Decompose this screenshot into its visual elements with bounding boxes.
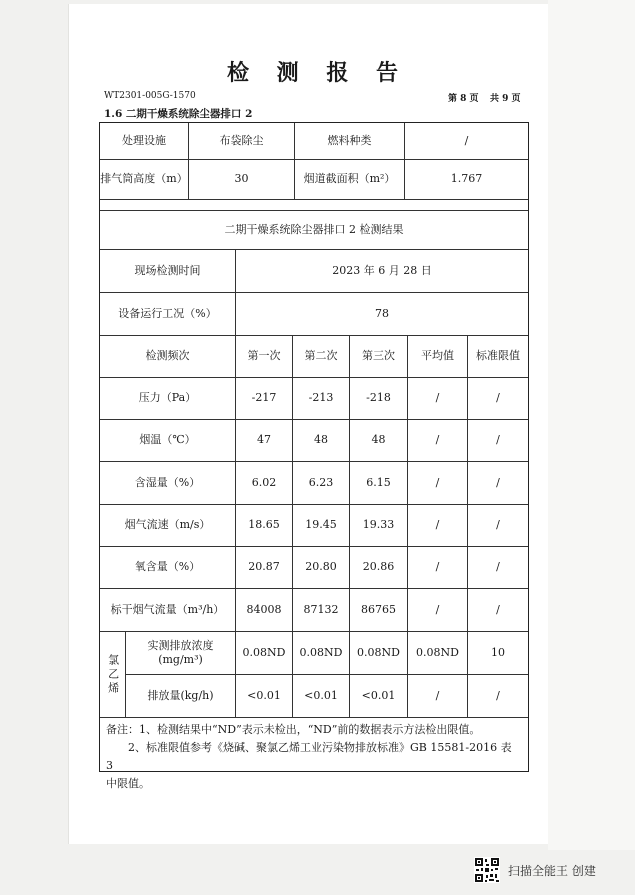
row-label-velocity: 烟气流速（m/s） xyxy=(100,505,236,547)
document-number: WT2301-005G-1570 xyxy=(104,91,196,101)
table-cell: 0.08ND xyxy=(350,632,408,675)
table-cell: <0.01 xyxy=(293,675,350,718)
note-line-3: 中限值。 xyxy=(106,777,150,790)
scanner-watermark xyxy=(474,856,596,884)
spacer-band xyxy=(100,200,528,210)
table-cell: / xyxy=(408,420,468,462)
table-cell: 84008 xyxy=(236,589,293,632)
header-limit: 标准限值 xyxy=(468,336,528,378)
notes xyxy=(106,721,522,793)
section-heading: 1.6 二期干燥系统除尘器排口 2 xyxy=(104,108,253,120)
report-title: 检 测 报 告 xyxy=(227,60,408,86)
date-label: 现场检测时间 xyxy=(100,250,236,293)
table-cell: / xyxy=(408,462,468,505)
table-cell: / xyxy=(468,378,528,420)
table-cell: / xyxy=(468,589,528,632)
condition-value: 78 xyxy=(236,293,528,336)
table-cell: 0.08ND xyxy=(293,632,350,675)
header-second: 第二次 xyxy=(293,336,350,378)
table-cell: -217 xyxy=(236,378,293,420)
stack-height-label: 排气筒高度（m） xyxy=(100,160,189,200)
table-cell: / xyxy=(408,505,468,547)
page-number: 第 8 页 xyxy=(448,94,479,104)
note-line-2: 2、标准限值参考《烧碱、聚氯乙烯工业污染物排放标准》GB 15581-2016 表 3 xyxy=(106,741,512,772)
table-cell: 20.86 xyxy=(350,547,408,589)
table-cell: 47 xyxy=(236,420,293,462)
concentration-unit: (mg/m³) xyxy=(158,653,203,666)
table-cell: 6.15 xyxy=(350,462,408,505)
table-cell: 20.80 xyxy=(293,547,350,589)
header-average: 平均值 xyxy=(408,336,468,378)
table-cell: 48 xyxy=(350,420,408,462)
table-cell: 6.02 xyxy=(236,462,293,505)
concentration-label: 实测排放浓度 xyxy=(147,638,214,652)
header-frequency: 检测频次 xyxy=(100,336,236,378)
note-line-1: 备注：1、检测结果中“ND”表示未检出，“ND”前的数据表示方法检出限值。 xyxy=(106,723,481,736)
table-cell: 6.23 xyxy=(293,462,350,505)
flue-area-label: 烟道截面积（m²） xyxy=(295,160,405,200)
table-cell: 0.08ND xyxy=(236,632,293,675)
table-cell: 18.65 xyxy=(236,505,293,547)
table-cell: / xyxy=(408,589,468,632)
table-cell: / xyxy=(468,505,528,547)
flue-area-value: 1.767 xyxy=(405,160,528,200)
date-value: 2023 年 6 月 28 日 xyxy=(236,250,528,293)
header-first: 第一次 xyxy=(236,336,293,378)
qr-code-icon xyxy=(474,857,500,883)
table-cell: / xyxy=(408,675,468,718)
table-cell: 48 xyxy=(293,420,350,462)
group-label-text: 氯乙烯 xyxy=(106,653,120,696)
group-label-vinyl-chloride xyxy=(100,632,126,718)
scanner-text: 扫描全能王 创建 xyxy=(508,863,596,878)
row-label-moisture: 含湿量（%） xyxy=(100,462,236,505)
row-label-dry-flow: 标干烟气流量（m³/h） xyxy=(100,589,236,632)
stack-height-value: 30 xyxy=(189,160,295,200)
results-title: 二期干燥系统除尘器排口 2 检测结果 xyxy=(100,210,528,250)
table-cell: / xyxy=(468,462,528,505)
table-cell: 20.87 xyxy=(236,547,293,589)
results-table xyxy=(99,122,529,790)
row-label-emission-rate: 排放量(kg/h) xyxy=(126,675,236,718)
table-cell: 0.08ND xyxy=(408,632,468,675)
table-cell: / xyxy=(468,675,528,718)
fuel-value: / xyxy=(405,123,528,160)
treatment-label: 处理设施 xyxy=(100,123,189,160)
table-cell: 19.45 xyxy=(293,505,350,547)
table-cell: 10 xyxy=(468,632,528,675)
table-cell: 86765 xyxy=(350,589,408,632)
row-label-concentration xyxy=(126,632,236,675)
table-cell: 19.33 xyxy=(350,505,408,547)
scan-margin xyxy=(548,0,635,850)
table-cell: / xyxy=(468,420,528,462)
row-label-pressure: 压力（Pa） xyxy=(100,378,236,420)
table-cell: -213 xyxy=(293,378,350,420)
treatment-value: 布袋除尘 xyxy=(189,123,295,160)
table-cell: / xyxy=(468,547,528,589)
condition-label: 设备运行工况（%） xyxy=(100,293,236,336)
fuel-label: 燃料种类 xyxy=(295,123,405,160)
row-label-oxygen: 氧含量（%） xyxy=(100,547,236,589)
table-cell: <0.01 xyxy=(350,675,408,718)
row-label-temperature: 烟温（℃） xyxy=(100,420,236,462)
table-cell: / xyxy=(408,547,468,589)
table-cell: <0.01 xyxy=(236,675,293,718)
table-cell: 87132 xyxy=(293,589,350,632)
page-total: 共 9 页 xyxy=(490,94,521,104)
table-cell: / xyxy=(408,378,468,420)
table-cell: -218 xyxy=(350,378,408,420)
header-third: 第三次 xyxy=(350,336,408,378)
